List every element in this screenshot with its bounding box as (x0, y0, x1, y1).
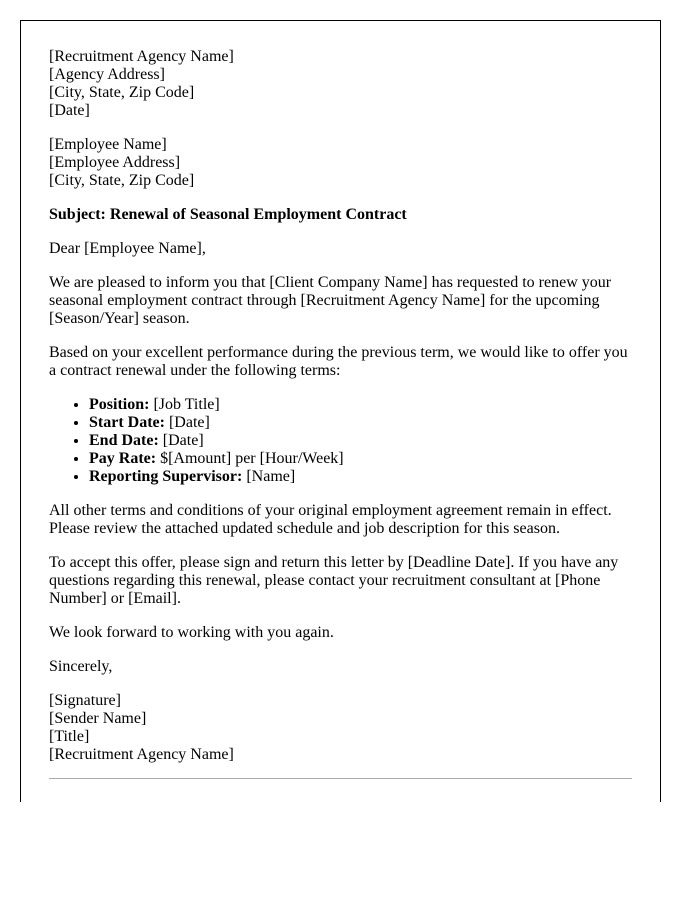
term-pay-rate (89, 450, 632, 468)
intro-paragraph: We are pleased to inform you that [Client Company Name] has requested to renew your seasonal employment contract through [Recruitment Agency Name] for the upcoming [Season/Year] season. (49, 274, 612, 327)
sender-name: [Sender Name] (49, 710, 147, 727)
term-value: [Name] (242, 468, 296, 485)
letter-subject: Subject: Renewal of Seasonal Employment Contract (49, 206, 407, 223)
term-label: End Date: (89, 432, 159, 449)
letter-date: [Date] (49, 102, 90, 119)
terms-note-paragraph: All other terms and conditions of your original employment agreement remain in effect. Please review the attached updated schedule and job description for this season. (49, 502, 612, 537)
signature-block (49, 692, 632, 764)
closing-note-paragraph: We look forward to working with you again. (49, 624, 334, 641)
sender-city-state-zip: [City, State, Zip Code] (49, 84, 195, 101)
recipient-name: [Employee Name] (49, 136, 167, 153)
recipient-city-state-zip: [City, State, Zip Code] (49, 172, 195, 189)
offer-paragraph: Based on your excellent performance during the previous term, we would like to offer you a contract renewal under the following terms: (49, 344, 628, 379)
contract-terms-list (49, 396, 632, 486)
term-value: [Job Title] (149, 396, 220, 413)
term-position (89, 396, 632, 414)
sender-title: [Title] (49, 728, 90, 745)
term-label: Reporting Supervisor: (89, 468, 243, 485)
sender-agency-name: [Recruitment Agency Name] (49, 48, 234, 65)
term-end-date (89, 432, 632, 450)
term-label: Start Date: (89, 414, 165, 431)
term-label: Pay Rate: (89, 450, 157, 467)
term-label: Position: (89, 396, 150, 413)
recipient-address: [Employee Address] (49, 154, 181, 171)
term-start-date (89, 414, 632, 432)
sender-address-block (49, 48, 632, 120)
signature: [Signature] (49, 692, 121, 709)
term-value: $[Amount] per [Hour/Week] (156, 450, 344, 467)
accept-paragraph: To accept this offer, please sign and return this letter by [Deadline Date]. If you have any questions regarding this renewal, please contact your recruitment consultant at [Phone Number] or [Email]. (49, 554, 619, 607)
closing: Sincerely, (49, 658, 113, 675)
signature-agency-name: [Recruitment Agency Name] (49, 746, 234, 763)
term-reporting-supervisor (89, 468, 632, 486)
term-value: [Date] (158, 432, 204, 449)
letter-page (20, 20, 661, 802)
salutation: Dear [Employee Name], (49, 240, 206, 257)
sender-agency-address: [Agency Address] (49, 66, 165, 83)
recipient-address-block (49, 136, 632, 190)
footer-divider (49, 778, 632, 779)
term-value: [Date] (164, 414, 210, 431)
